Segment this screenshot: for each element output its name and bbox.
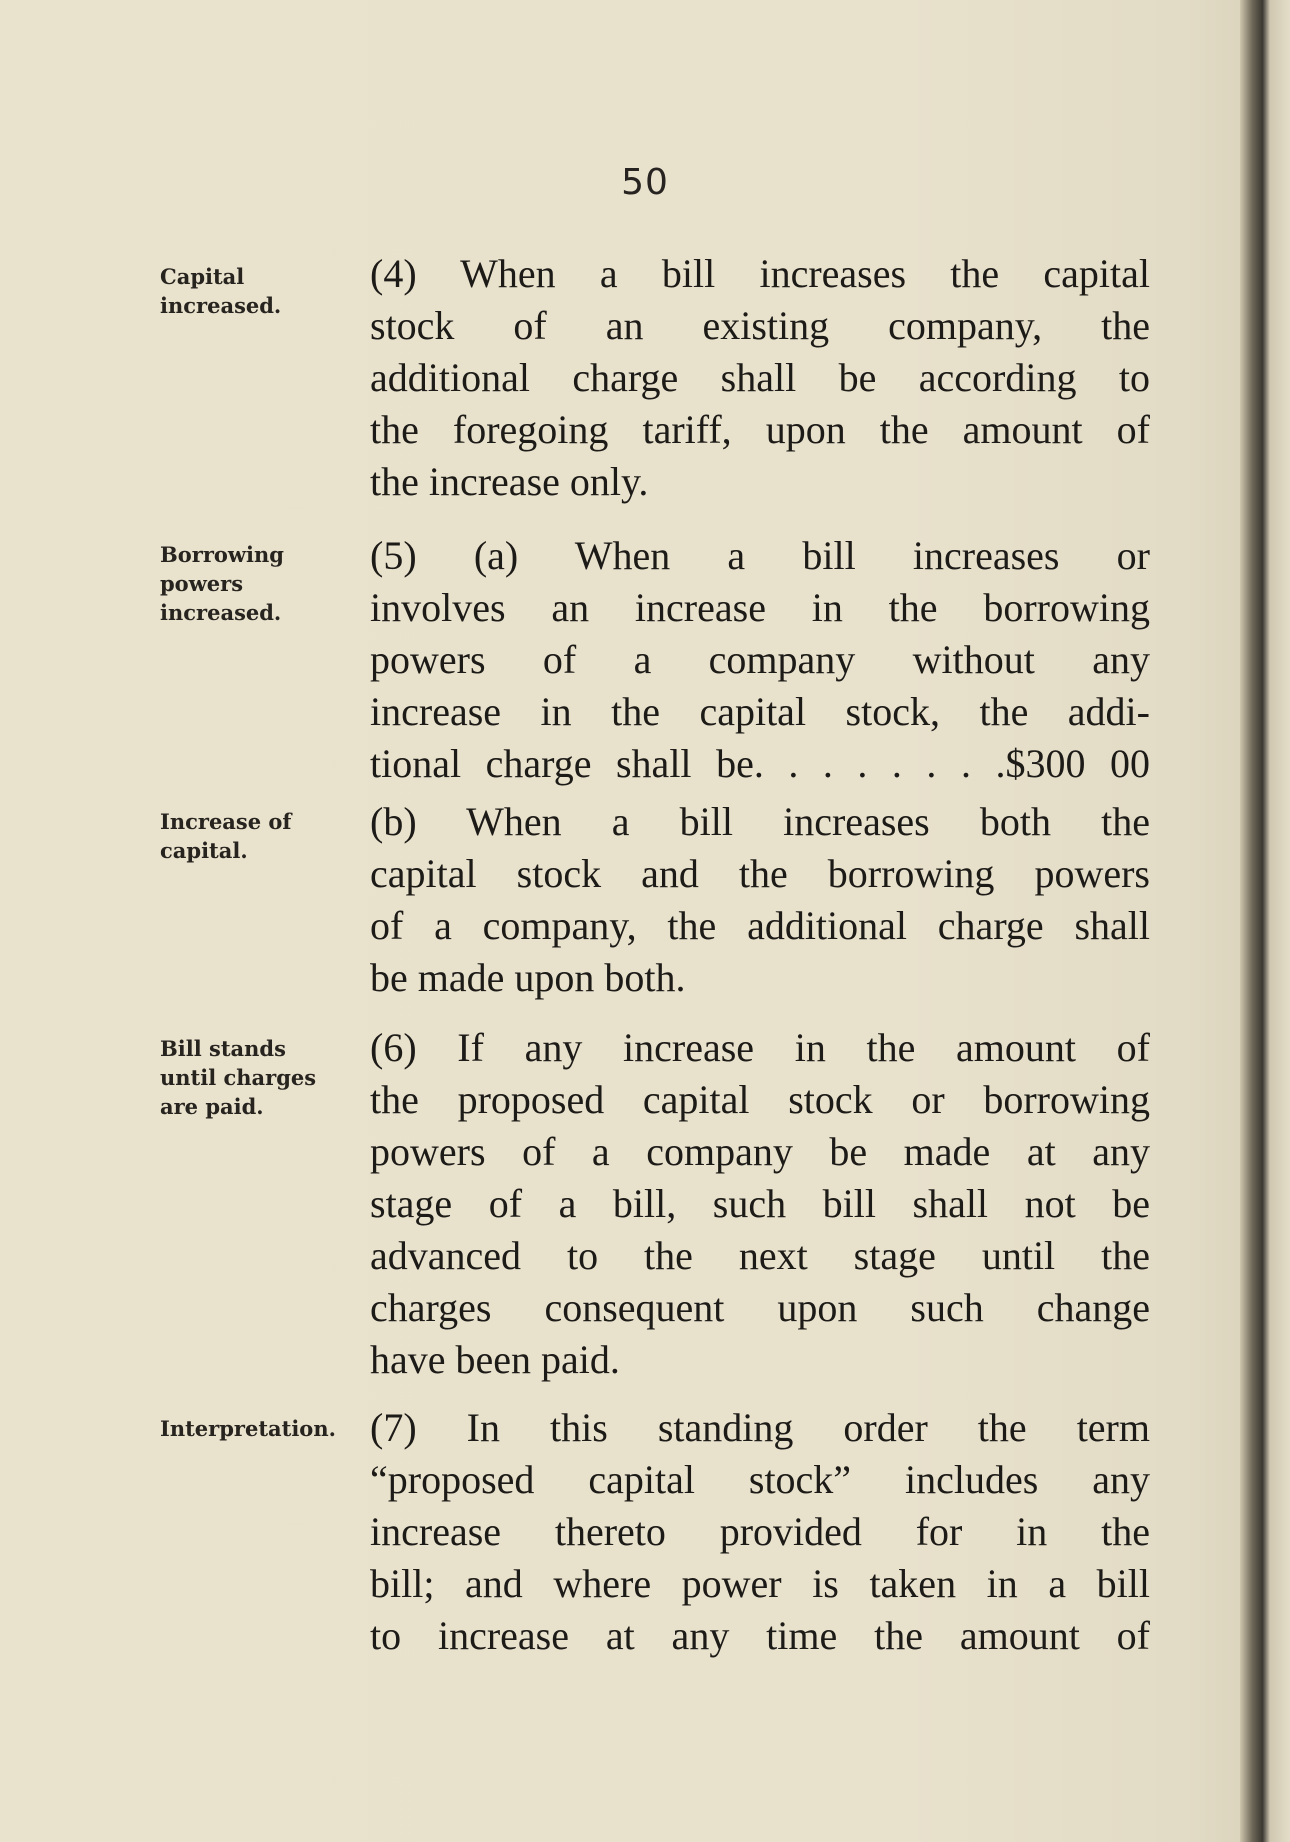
paragraph-line: have been paid. [370,1337,620,1382]
paragraph-5a [370,530,1150,790]
paragraph-line: advanced to the next stage until the [370,1233,1150,1278]
margin-note-increase-of-capital: Increase of capital. [160,809,292,863]
paragraph-line: increase thereto provided for in the [370,1509,1150,1554]
paragraph-line: to increase at any time the amount of [370,1613,1150,1658]
margin-note-bill-stands: Bill stands until charges are paid. [160,1036,317,1119]
paragraph-line: the foregoing tariff, upon the amount of [370,407,1150,452]
paragraph-line: “proposed capital stock” includes any [370,1457,1150,1502]
paragraph-line: (4) When a bill increases the capital [370,251,1150,296]
book-gutter-shadow [1240,0,1290,1842]
paragraph-line: be made upon both. [370,955,686,1000]
paragraph-line: (7) In this standing order the term [370,1405,1150,1450]
paragraph-line: powers of a company be made at any [370,1129,1150,1174]
paragraph-line: (6) If any increase in the amount of [370,1025,1150,1070]
paragraph-5b [370,796,1150,1004]
paragraph-line: (5) (a) When a bill increases or [370,533,1150,578]
paragraph-line: charges consequent upon such change [370,1285,1150,1330]
paragraph-7 [370,1402,1150,1662]
paragraph-6 [370,1022,1150,1386]
paragraph-line: tional charge shall be. . . . . . . .$300 00 [370,741,1150,786]
page-number: 50 [621,162,669,203]
paragraph-line: powers of a company without any [370,637,1150,682]
margin-note-capital-increased: Capital increased. [160,264,282,318]
paragraph-line: increase in the capital stock, the addi- [370,689,1150,734]
paragraph-line: the proposed capital stock or borrowing [370,1077,1150,1122]
paragraph-line: of a company, the additional charge shall [370,903,1150,948]
margin-note-borrowing-powers-increased: Borrowing powers increased. [160,542,284,625]
paragraph-line: involves an increase in the borrowing [370,585,1150,630]
paragraph-line: additional charge shall be according to [370,355,1150,400]
paragraph-line: stock of an existing company, the [370,303,1150,348]
paragraph-line: (b) When a bill increases both the [370,799,1150,844]
paragraph-line: stage of a bill, such bill shall not be [370,1181,1150,1226]
paragraph-line: bill; and where power is taken in a bill [370,1561,1150,1606]
margin-note-interpretation: Interpretation. [160,1416,336,1441]
paragraph-4 [370,248,1150,508]
paragraph-line: capital stock and the borrowing powers [370,851,1150,896]
paragraph-line: the increase only. [370,459,649,504]
